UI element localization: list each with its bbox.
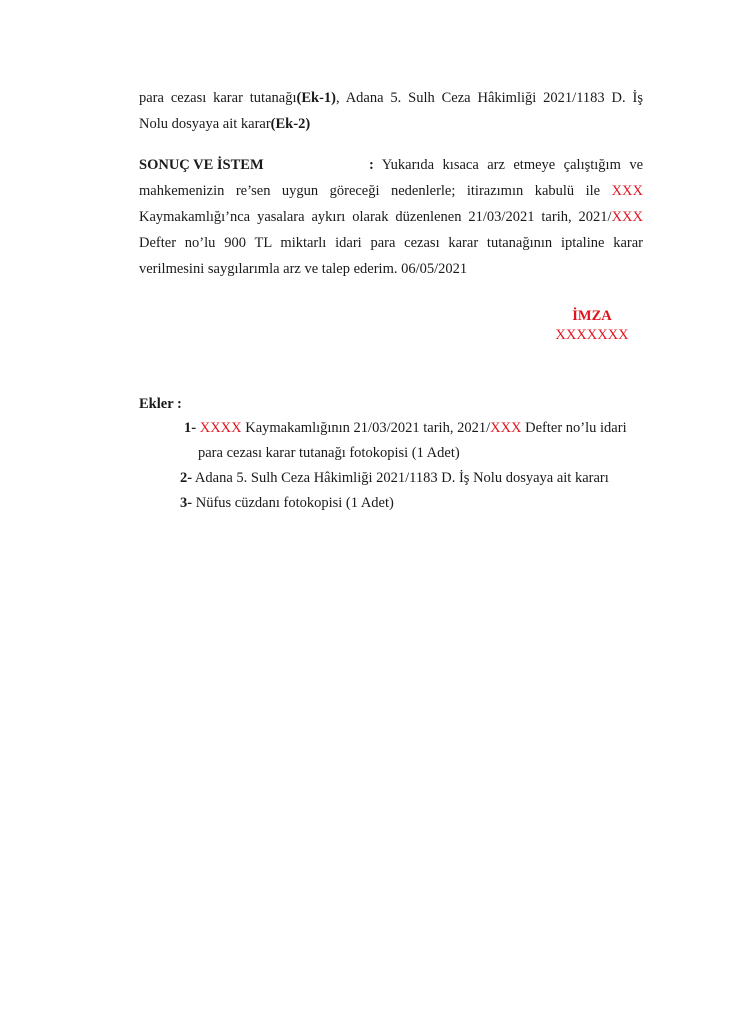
result-line-1: : Yukarıda kısaca arz etmeye çalıştığım ve <box>369 157 644 173</box>
intro-line-2 <box>139 115 310 133</box>
signature-label: İMZA <box>572 308 612 324</box>
redacted-placeholder: XXX <box>611 209 643 225</box>
attachment-item-3: 3- Nüfus cüzdanı fotokopisi (1 Adet) <box>180 495 394 511</box>
attachment-item-1-cont: para cezası karar tutanağı fotokopisi (1 Adet) <box>198 445 460 461</box>
attachment-item-2: 2- Adana 5. Sulh Ceza Hâkimliği 2021/1183 D. İş Nolu dosyaya ait kararı <box>180 470 609 486</box>
attachments-heading: Ekler : <box>139 396 182 412</box>
intro-text: para cezası karar tutanağı <box>139 90 297 106</box>
intro-text: Nolu dosyaya ait karar <box>139 116 271 132</box>
attachment-item-1: 1- XXXX Kaymakamlığının 21/03/2021 tarih, 2021/XXX Defter no’lu idari <box>184 420 627 436</box>
result-line-4: Defter no’lu 900 TL miktarlı idari para cezası karar tutanağının iptaline karar <box>139 235 643 251</box>
result-line-2: mahkemenizin re’sen uygun göreceği nedenlerle; itirazımın kabulü ile XXX <box>139 183 643 199</box>
intro-line-1 <box>139 89 643 107</box>
ek2-ref: (Ek-2) <box>270 116 311 132</box>
result-heading: SONUÇ VE İSTEM <box>139 157 264 173</box>
result-line-3: Kaymakamlığı’nca yasalara aykırı olarak düzenlenen 21/03/2021 tarih, 2021/XXX <box>139 209 643 225</box>
redacted-placeholder: XXX <box>490 420 522 436</box>
signature-name: XXXXXXX <box>555 327 629 343</box>
result-line-5: verilmesini saygılarımla arz ve talep ederim. 06/05/2021 <box>139 261 468 277</box>
ek1-ref: (Ek-1) <box>296 90 336 106</box>
redacted-placeholder: XXXX <box>199 420 242 436</box>
intro-text: , Adana 5. Sulh Ceza Hâkimliği 2021/1183 D. İş <box>335 90 643 106</box>
redacted-placeholder: XXX <box>611 183 643 199</box>
